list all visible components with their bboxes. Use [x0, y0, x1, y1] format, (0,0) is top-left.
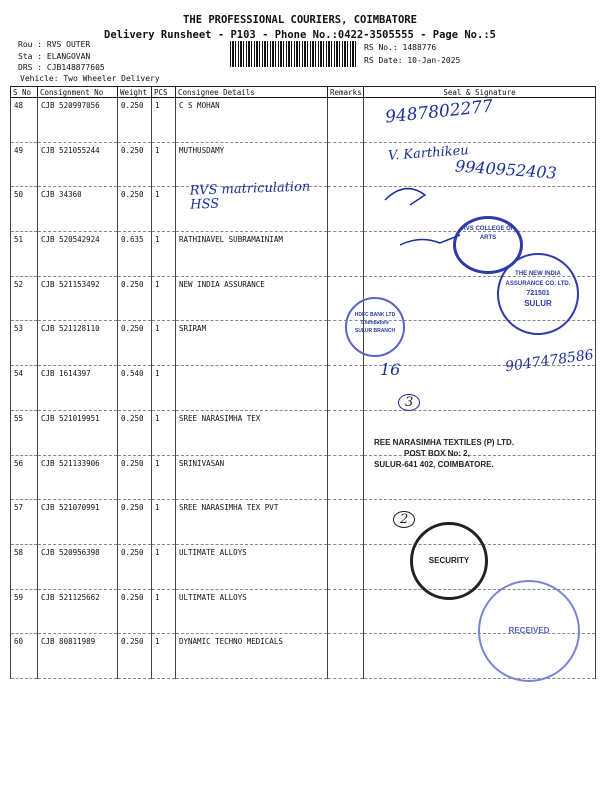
cell-sno: 52: [11, 276, 38, 321]
cell-weight: 0.540: [118, 366, 152, 411]
handwritten-consignee-50: RVS matriculation HSS: [189, 179, 311, 213]
cell-sno: 53: [11, 321, 38, 366]
cell-remarks: [328, 410, 364, 455]
cell-weight: 0.250: [118, 410, 152, 455]
cell-remarks: [328, 500, 364, 545]
cell-sno: 51: [11, 232, 38, 277]
cell-consignment: CJB 521019951: [38, 410, 118, 455]
cell-consignment: CJB 521153492: [38, 276, 118, 321]
company-stamp: REE NARASIMHA TEXTILES (P) LTD. POST BOX No: 2, SULUR-641 402, COIMBATORE.: [374, 438, 514, 469]
cell-remarks: [328, 232, 364, 277]
col-signature: Seal & Signature: [364, 87, 596, 98]
cell-remarks: [328, 455, 364, 500]
received-stamp: RECEIVED: [478, 580, 580, 682]
cell-consignee: DYNAMIC TECHNO MEDICALS: [176, 634, 328, 679]
cell-pcs: 1: [152, 187, 176, 232]
rs-number: RS No.: 1488776: [364, 43, 437, 52]
table-header-row: [11, 87, 596, 98]
cell-pcs: 1: [152, 276, 176, 321]
cell-sno: 48: [11, 98, 38, 143]
cell-pcs: 1: [152, 232, 176, 277]
cell-consignee: C S MOHAN: [176, 98, 328, 143]
cell-sno: 49: [11, 142, 38, 187]
cell-consignment: CJB 34360: [38, 187, 118, 232]
cell-remarks: [328, 634, 364, 679]
cell-consignment: CJB 521128110: [38, 321, 118, 366]
cell-pcs: 1: [152, 366, 176, 411]
vehicle-label: Vehicle: Two Wheeler Delivery: [20, 74, 160, 83]
cell-sno: 50: [11, 187, 38, 232]
cell-pcs: 1: [152, 142, 176, 187]
handwritten-mark-58: 2: [393, 511, 415, 528]
handwritten-phone-49: 9940952403: [454, 156, 558, 183]
handwritten-name-49: V. Karthikeu: [387, 143, 470, 164]
drs-label: DRS : CJB148877605: [18, 63, 105, 72]
cell-pcs: 1: [152, 544, 176, 589]
cell-weight: 0.250: [118, 276, 152, 321]
bank-stamp: HDFC BANK LTD Coimbatore SULUR BRANCH: [345, 297, 405, 357]
col-remarks: Remarks: [328, 87, 364, 98]
cell-weight: 0.635: [118, 232, 152, 277]
cell-pcs: 1: [152, 410, 176, 455]
cell-consignment: CJB 521125662: [38, 589, 118, 634]
runsheet-subtitle: Delivery Runsheet - P103 - Phone No.:0422-3505555 - Page No.:5: [104, 29, 496, 41]
cell-pcs: 1: [152, 321, 176, 366]
handwritten-phone-48: 9487802277: [384, 96, 494, 128]
cell-sno: 54: [11, 366, 38, 411]
cell-weight: 0.250: [118, 142, 152, 187]
cell-pcs: 1: [152, 500, 176, 545]
handwritten-mark-53: 16: [380, 360, 401, 379]
cell-weight: 0.250: [118, 321, 152, 366]
cell-consignee: ULTIMATE ALLOYS: [176, 544, 328, 589]
staff-label: Sta : ELANGOVAN: [18, 52, 91, 61]
cell-consignee: RATHINAVEL SUBRAMAINIAM: [176, 232, 328, 277]
assurance-stamp: THE NEW INDIA ASSURANCE CO. LTD. 721501 SULUR: [497, 253, 579, 335]
cell-sno: 60: [11, 634, 38, 679]
table-row: [11, 500, 596, 545]
col-sno: S No: [11, 87, 38, 98]
cell-consignee: [176, 366, 328, 411]
cell-pcs: 1: [152, 634, 176, 679]
col-weight: Weight: [118, 87, 152, 98]
barcode: [230, 41, 358, 67]
handwritten-mark-55: 3: [398, 394, 420, 411]
cell-pcs: 1: [152, 455, 176, 500]
cell-consignment: CJB 80811989: [38, 634, 118, 679]
cell-remarks: [328, 544, 364, 589]
cell-consignment: CJB 520997056: [38, 98, 118, 143]
cell-consignment: CJB 521070991: [38, 500, 118, 545]
cell-consignment: CJB 520542924: [38, 232, 118, 277]
table-row: [11, 544, 596, 589]
cell-weight: 0.250: [118, 98, 152, 143]
college-stamp: RVS COLLEGE OF ARTS: [453, 216, 523, 274]
cell-sno: 56: [11, 455, 38, 500]
col-consignment: Consignment No: [38, 87, 118, 98]
table-row: [11, 98, 596, 143]
cell-consignment: CJB 521055244: [38, 142, 118, 187]
cell-pcs: 1: [152, 589, 176, 634]
cell-consignee: SREE NARASIMHA TEX: [176, 410, 328, 455]
cell-weight: 0.250: [118, 455, 152, 500]
col-consignee: Consignee Details: [176, 87, 328, 98]
route-label: Rou : RVS OUTER: [18, 40, 91, 49]
cell-consignee: SRINIVASAN: [176, 455, 328, 500]
cell-remarks: [328, 366, 364, 411]
cell-consignment: CJB 521133906: [38, 455, 118, 500]
cell-consignee: ULTIMATE ALLOYS: [176, 589, 328, 634]
cell-remarks: [328, 98, 364, 143]
cell-consignee: NEW INDIA ASSURANCE: [176, 276, 328, 321]
company-title: THE PROFESSIONAL COURIERS, COIMBATORE: [183, 14, 417, 26]
cell-sno: 58: [11, 544, 38, 589]
cell-pcs: 1: [152, 98, 176, 143]
cell-consignment: CJB 1614397: [38, 366, 118, 411]
handwritten-phone-54: 9047478586: [504, 346, 595, 376]
cell-remarks: [328, 589, 364, 634]
cell-consignment: CJB 520956398: [38, 544, 118, 589]
cell-weight: 0.250: [118, 500, 152, 545]
cell-consignee: MUTHUSDAMY: [176, 142, 328, 187]
cell-sno: 57: [11, 500, 38, 545]
rs-date: RS Date: 10-Jan-2025: [364, 56, 461, 65]
cell-weight: 0.250: [118, 589, 152, 634]
cell-consignee: SRIRAM: [176, 321, 328, 366]
cell-sno: 59: [11, 589, 38, 634]
cell-sno: 55: [11, 410, 38, 455]
col-pcs: PCS: [152, 87, 176, 98]
cell-consignee: SREE NARASIMHA TEX PVT: [176, 500, 328, 545]
cell-weight: 0.250: [118, 634, 152, 679]
security-stamp: SECURITY: [410, 522, 488, 600]
cell-weight: 0.250: [118, 187, 152, 232]
cell-weight: 0.250: [118, 544, 152, 589]
